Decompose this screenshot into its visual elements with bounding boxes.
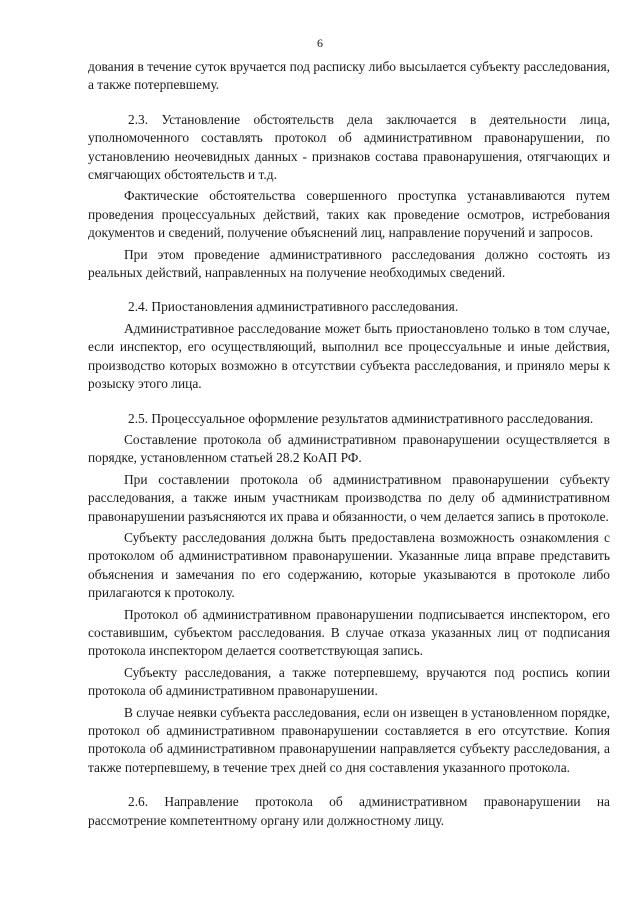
section-2-4-paragraph-1: Административное расследование может быть приостановлено только в том случае, если инспектор, его осуществляющий, выполнил все процессуальные и иные действия, производство которых возможно в отсутствии субъекта расследования, и приняло меры к розыску этого лица. [88, 320, 610, 392]
section-2-5-paragraph-1: Составление протокола об административном правонарушении осуществляется в порядке, установленном статьей 28.2 КоАП РФ. [88, 431, 610, 466]
section-2-3-heading: 2.3. Установление обстоятельств дела заключается в деятельности лица, уполномоченного составлять протокол об административном правонарушении, по установлению неочевидных данных - признаков состава правонарушения, отягчающих и смягчающих обстоятельств и т.д. [88, 111, 610, 183]
paragraph-continuation: дования в течение суток вручается под расписку либо высылается субъекту расследования, а также потерпевшему. [88, 59, 610, 93]
section-2-4-heading: 2.4. Приостановления административного расследования. [128, 299, 459, 315]
section-2-5-paragraph-6: В случае неявки субъекта расследования, если он извещен в установленном порядке, протокол об административном правонарушении составляется в его отсутствие. Копия протокола об административном правонарушении направляется субъекту расследования, а также потерпевшему, в течение трех дней со дня составления указанного протокола. [88, 704, 610, 775]
section-2-5-paragraph-3: Субъекту расследования должна быть предоставлена возможность ознакомления с протоколом об административном правонарушении. Указанные лица вправе представить объяснения и замечания по его содержанию, которые указываются в протоколе либо прилагаются к протоколу. [88, 529, 610, 601]
section-2-5-paragraph-5: Субъекту расследования, а также потерпевшему, вручаются под роспись копии протокола об административном правонарушении. [88, 664, 610, 699]
section-2-3-paragraph-1: Фактические обстоятельства совершенного проступка устанавливаются путем проведения процессуальных действий, таких как проведение осмотров, истребования документов и сведений, получение объяснений лиц, направление поручений и запросов. [88, 188, 610, 241]
page-number: 6 [317, 36, 323, 50]
section-2-3-paragraph-2: При этом проведение административного расследования должно состоять из реальных действий, направленных на получение необходимых сведений. [88, 246, 610, 281]
document-body [88, 58, 610, 830]
section-2-5-paragraph-2: При составлении протокола об административном правонарушении субъекту расследования, а также иным участникам производства по делу об административном правонарушении разъясняются их права и обязанности, о чем делается запись в протоколе. [88, 471, 610, 524]
section-2-5-paragraph-4: Протокол об административном правонарушении подписывается инспектором, его составившим, субъектом расследования. В случае отказа указанных лиц от подписания протокола инспектором делается соответствующая запись. [88, 606, 610, 659]
section-2-6-heading: 2.6. Направление протокола об административном правонарушении на рассмотрение компетентному органу или должностному лицу. [88, 794, 610, 828]
section-2-5-heading: 2.5. Процессуальное оформление результатов административного расследования. [128, 410, 594, 426]
